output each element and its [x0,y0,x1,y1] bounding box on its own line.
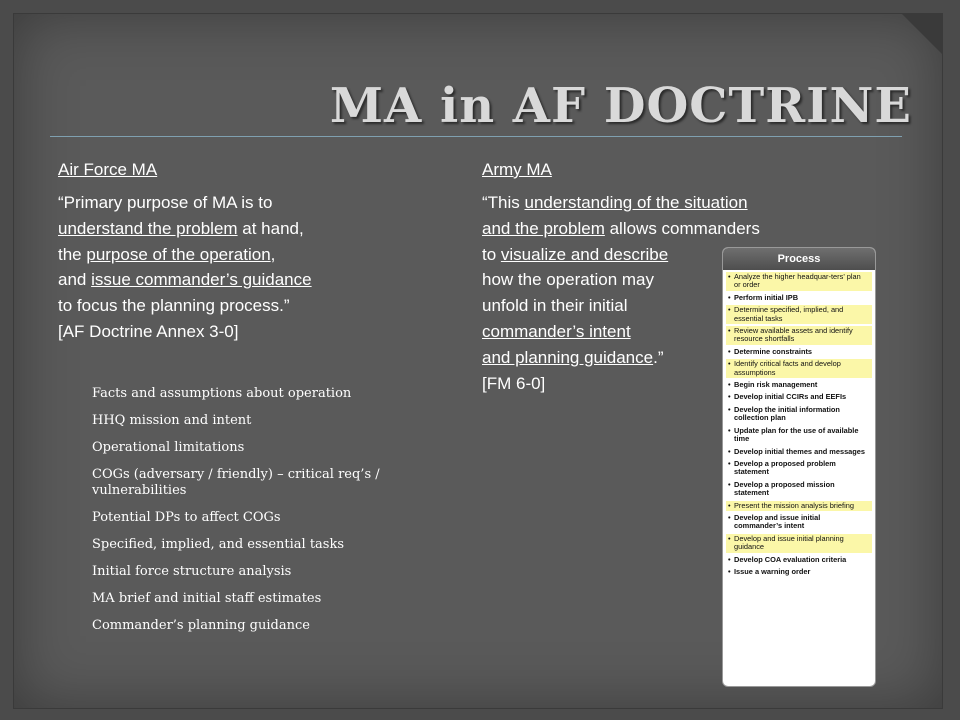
list-item: Potential DPs to affect COGs [92,509,281,525]
process-step: • Develop and issue initial commander’s intent [726,513,872,532]
quote-underlined: issue commander’s guidance [91,270,312,290]
quote-text: and [58,270,92,290]
quote-citation: [FM 6-0] [482,373,546,393]
quote-text: the [58,244,87,264]
process-step: • Review available assets and identify resource shortfalls [726,326,872,345]
list-item: Specified, implied, and essential tasks [92,536,345,552]
list-item: Facts and assumptions about operation [92,386,352,401]
list-item: MA brief and initial staff estimates [92,590,322,606]
process-step: • Update plan for the use of available time [726,426,872,445]
process-step: • Determine constraints [726,347,872,357]
quote-text: “Primary purpose of MA is to [58,193,273,212]
process-step: • Issue a warning order [726,567,872,577]
process-step: • Develop the initial information collection plan [726,405,872,424]
quote-text: to focus the planning process.” [58,296,290,316]
process-step: • Develop initial CCIRs and EEFIs [726,392,872,402]
quote-text: to [482,244,501,264]
list-item: Initial force structure analysis [92,563,292,579]
quote-citation: [AF Doctrine Annex 3-0] [58,321,239,341]
quote-underlined: and planning guidance [482,347,654,367]
corner-decoration [902,14,942,54]
quote-text: .” [653,347,664,367]
process-step: • Develop COA evaluation criteria [726,555,872,565]
army-heading: Army MA [482,160,552,179]
title-divider [50,136,902,137]
slide-title: MA in AF DOCTRINE [329,78,912,134]
process-step: • Determine specified, implied, and essential tasks [726,305,872,324]
process-steps [723,270,875,577]
quote-text: “This [482,193,525,212]
list-item: HHQ mission and intent [92,413,252,428]
quote-text: allows commanders [604,218,760,238]
quote-underlined: understanding of the situation [524,193,748,212]
list-item: COGs (adversary / friendly) – critical req’s / vulnerabilities [92,467,380,498]
process-step: • Begin risk management [726,380,872,390]
quote-underlined: and the problem [482,218,605,238]
quote-underlined: commander’s intent [482,321,631,341]
air-force-ma-list [92,386,432,645]
army-quote [482,190,760,396]
process-step: • Analyze the higher headquar-ters’ plan or order [726,272,872,291]
process-step: • Perform initial IPB [726,293,872,303]
process-step: • Develop a proposed problem statement [726,459,872,478]
process-step: • Identify critical facts and develop assumptions [726,359,872,378]
air-force-quote [58,190,312,345]
quote-text: how the operation may [482,270,654,290]
list-item: Commander’s planning guidance [92,617,310,633]
process-header: Process [723,248,875,270]
process-step: • Present the mission analysis briefing [726,501,872,511]
quote-text: , [270,244,276,264]
quote-text: at hand, [237,218,304,238]
process-step: • Develop a proposed mission statement [726,480,872,499]
air-force-heading: Air Force MA [58,160,158,179]
list-item: Operational limitations [92,440,245,455]
process-step: • Develop and issue initial planning guidance [726,534,872,553]
quote-underlined: understand the problem [58,218,238,238]
quote-underlined: purpose of the operation [86,244,271,264]
quote-underlined: visualize and describe [500,244,669,264]
process-step: • Develop initial themes and messages [726,447,872,457]
process-figure [722,247,876,687]
quote-text: unfold in their initial [482,296,628,316]
